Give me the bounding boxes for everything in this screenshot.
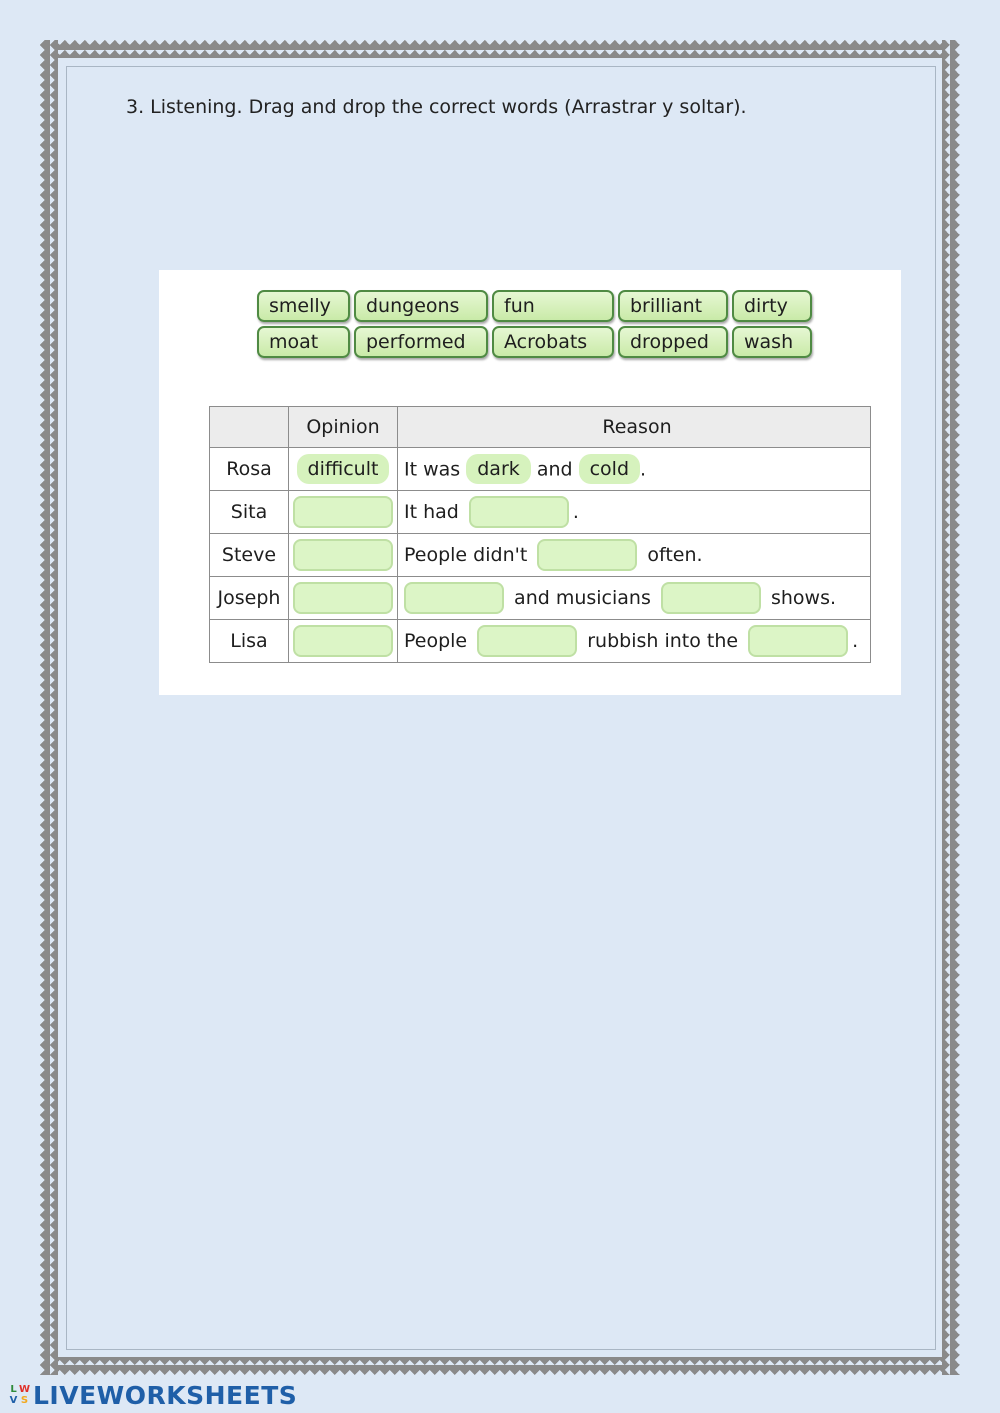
opinion-cell [289, 491, 398, 534]
word-chip[interactable]: smelly [257, 290, 350, 322]
filled-answer: dark [466, 454, 531, 484]
word-chip[interactable]: moat [257, 326, 350, 358]
word-chip[interactable]: Acrobats [492, 326, 614, 358]
reason-cell [398, 448, 871, 491]
drop-slot[interactable] [404, 582, 504, 614]
reason-cell [398, 620, 871, 663]
drop-slot[interactable] [477, 625, 577, 657]
decorative-border-right [942, 40, 960, 1375]
reason-text: rubbish into the [587, 630, 739, 652]
reason-text: . [640, 458, 647, 481]
header-opinion: Opinion [289, 407, 398, 448]
reason-text: and musicians [514, 587, 651, 609]
reason-text: It was [404, 458, 461, 481]
reason-cell [398, 534, 871, 577]
exercise-instruction: 3. Listening. Drag and drop the correct words (Arrastrar y soltar). [126, 96, 747, 118]
filled-answer: cold [579, 454, 640, 484]
word-chip[interactable]: dropped [618, 326, 728, 358]
drop-slot[interactable] [293, 496, 393, 528]
reason-text: People didn't [404, 544, 528, 566]
row-name: Sita [210, 491, 289, 534]
row-name: Joseph [210, 577, 289, 620]
word-chip[interactable]: performed [354, 326, 488, 358]
row-name: Lisa [210, 620, 289, 663]
reason-cell [398, 577, 871, 620]
opinion-cell [289, 620, 398, 663]
row-name: Steve [210, 534, 289, 577]
liveworksheets-logo [8, 1382, 297, 1408]
opinion-cell [289, 448, 398, 491]
drop-slot[interactable] [661, 582, 761, 614]
reason-text: . [572, 501, 579, 523]
decorative-border-top [40, 40, 960, 58]
decorative-border-bottom [40, 1357, 960, 1375]
reason-text: . [852, 630, 859, 652]
header-reason: Reason [398, 407, 871, 448]
row-name: Rosa [210, 448, 289, 491]
table-row [210, 491, 871, 534]
answer-table [209, 406, 871, 663]
opinion-cell [289, 577, 398, 620]
drop-slot[interactable] [748, 625, 848, 657]
table-header-row [210, 407, 871, 448]
decorative-border-left [40, 40, 58, 1375]
inner-frame [66, 66, 936, 1350]
logo-mark-icon: L W V S [9, 1384, 31, 1406]
reason-text: It had [404, 501, 459, 523]
reason-cell [398, 491, 871, 534]
opinion-cell [289, 534, 398, 577]
drop-slot[interactable] [469, 496, 569, 528]
word-chip[interactable]: dungeons [354, 290, 488, 322]
word-chip[interactable]: dirty [732, 290, 812, 322]
drop-slot[interactable] [293, 539, 393, 571]
word-chip[interactable]: fun [492, 290, 614, 322]
table-row [210, 448, 871, 491]
drop-slot[interactable] [293, 582, 393, 614]
drop-slot[interactable] [537, 539, 637, 571]
word-chip[interactable]: wash [732, 326, 812, 358]
reason-text: often. [647, 544, 703, 566]
header-name [210, 407, 289, 448]
table-row [210, 620, 871, 663]
reason-text: shows. [770, 587, 837, 609]
reason-text: and [536, 458, 573, 481]
drag-drop-exercise [159, 270, 901, 695]
logo-text: LIVEWORKSHEETS [33, 1380, 298, 1410]
word-bank [257, 290, 817, 358]
table-row [210, 534, 871, 577]
word-chip[interactable]: brilliant [618, 290, 728, 322]
filled-answer: difficult [297, 454, 390, 484]
table-row [210, 577, 871, 620]
drop-slot[interactable] [293, 625, 393, 657]
reason-text: People [404, 630, 468, 652]
